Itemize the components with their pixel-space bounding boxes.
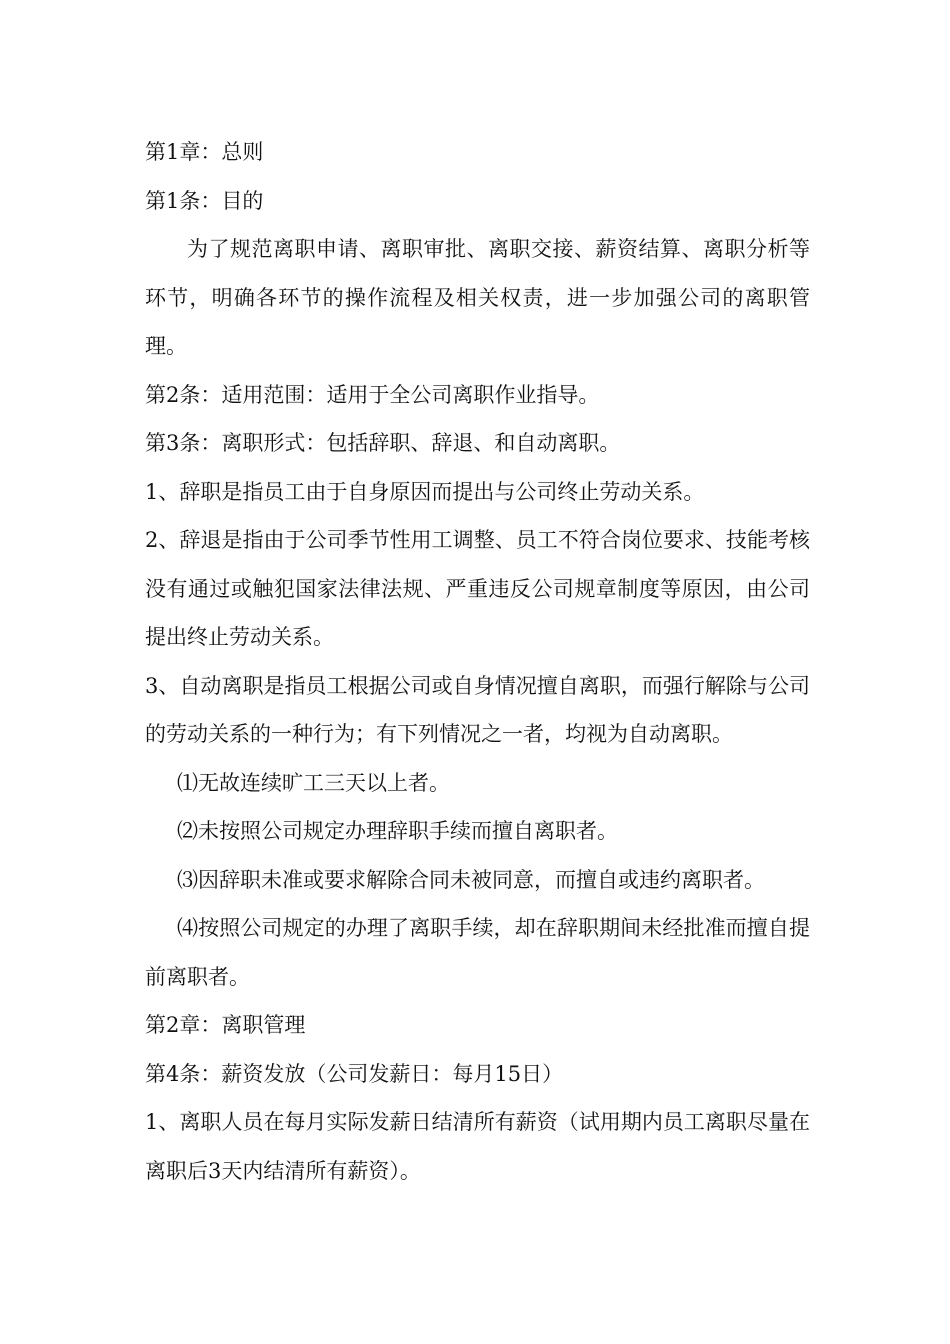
article-3: 第3条：离职形式：包括辞职、辞退、和自动离职。 [145,431,621,455]
auto-resign-case-3: ⑶因辞职未准或要求解除合同未被同意，而擅自或违约离职者。 [177,867,765,892]
article-1-heading: 第1条：目的 [145,188,264,213]
article-4-item-1: 1、离职人员在每月实际发薪日结清所有薪资（试用期内员工离职尽量在离职后3天内结清所有薪资）。 [145,1110,810,1183]
auto-resign-case-2: ⑵未按照公司规定办理辞职手续而擅自离职者。 [177,819,618,843]
article-2: 第2条：适用范围：适用于全公司离职作业指导。 [145,382,600,407]
article-3-item-2: 2、辞退是指由于公司季节性用工调整、员工不符合岗位要求、技能考核没有通过或触犯国家法律法规、严重违反公司规章制度等原因，由公司提出终止劳动关系。 [145,528,810,649]
chapter-1-heading: 第1章：总则 [145,140,264,164]
document-page [145,128,810,1195]
article-3-item-3: 3、自动离职是指员工根据公司或自身情况擅自离职，而强行解除与公司的劳动关系的一种行为；有下列情况之一者，均视为自动离职。 [145,673,810,746]
article-1-body: 为了规范离职申请、离职审批、离职交接、薪资结算、离职分析等环节，明确各环节的操作流程及相关权责，进一步加强公司的离职管理。 [145,237,810,358]
article-4-heading: 第4条：薪资发放（公司发薪日：每月15日） [145,1061,564,1086]
article-3-item-1: 1、辞职是指员工由于自身原因而提出与公司终止劳动关系。 [145,479,705,504]
auto-resign-case-1: ⑴无故连续旷工三天以上者。 [177,770,450,795]
chapter-2-heading: 第2章：离职管理 [145,1013,306,1037]
auto-resign-case-4: ⑷按照公司规定的办理了离职手续，却在辞职期间未经批准而擅自提前离职者。 [145,916,810,989]
